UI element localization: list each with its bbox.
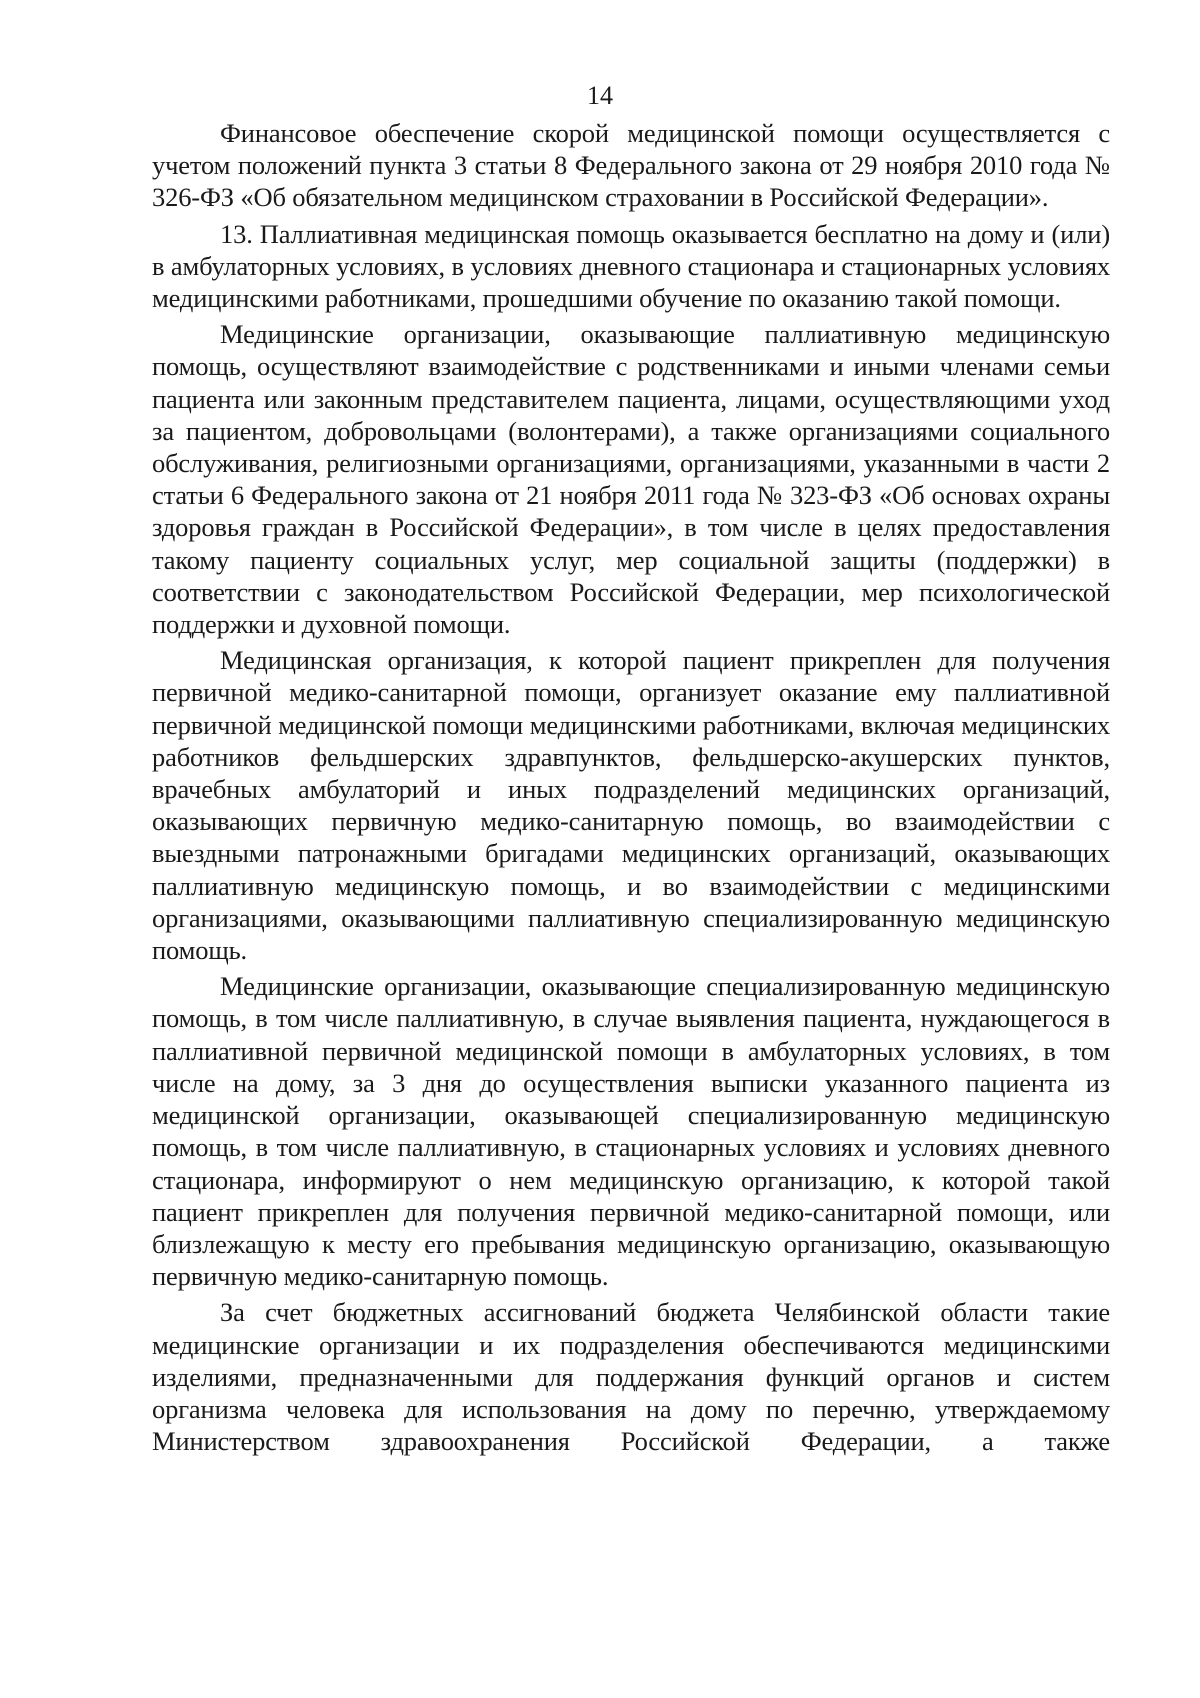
paragraph-specialized-care: Медицинские организации, оказывающие специализированную медицинскую помощь, в том числе паллиативную, в случае выявления пациента, нуждающегося в паллиативной первичной медицинской помощи в амбулаторных условиях, в том числе на дому, за 3 дня до осуществления выписки указанного пациента из медицинской организации, оказывающей специализированную медицинскую помощь, в том числе паллиативную, в стационарных условиях и условиях дневного стационара, информируют о нем медицинскую организацию, к которой такой пациент прикреплен для получения первичной медико-санитарной помощи, или близлежащую к месту его пребывания медицинскую организацию, оказывающую первичную медико-санитарную помощь.: [152, 971, 1110, 1292]
document-body: [152, 117, 1110, 1457]
paragraph-palliative-organizations: Медицинские организации, оказывающие паллиативную медицинскую помощь, осуществляют взаимодействие с родственниками и иными членами семьи пациента или законным представителем пациента, лицами, осуществляющими уход за пациентом, добровольцами (волонтерами), а также организациями социального обслуживания, религиозными организациями, организациями, указанными в части 2 статьи 6 Федерального закона от 21 ноября 2011 года № 323-ФЗ «Об основах охраны здоровья граждан в Российской Федерации», в том числе в целях предоставления такому пациенту социальных услуг, мер социальной защиты (поддержки) в соответствии с законодательством Российской Федерации, мер психологической поддержки и духовной помощи.: [152, 319, 1110, 640]
page-number: 14: [587, 81, 613, 110]
paragraph-primary-care-organization: Медицинская организация, к которой пациент прикреплен для получения первичной медико-санитарной помощи, организует оказание ему паллиативной первичной медицинской помощи медицинскими работниками, включая медицинских работников фельдшерских здравпунктов, фельдшерско-акушерских пунктов, врачебных амбулаторий и иных подразделений медицинских организаций, оказывающих первичную медико-санитарную помощь, во взаимодействии с выездными патронажными бригадами медицинских организаций, оказывающих паллиативную медицинскую помощь, и во взаимодействии с медицинскими организациями, оказывающими паллиативную специализированную медицинскую помощь.: [152, 645, 1110, 966]
paragraph-item-13: 13. Паллиативная медицинская помощь оказывается бесплатно на дому и (или) в амбулаторных условиях, в условиях дневного стационара и стационарных условиях медицинскими работниками, прошедшими обучение по оказанию такой помощи.: [152, 218, 1110, 314]
paragraph-budget-funding: За счет бюджетных ассигнований бюджета Челябинской области такие медицинские организации и их подразделения обеспечиваются медицинскими изделиями, предназначенными для поддержания функций органов и систем организма человека для использования на дому по перечню, утверждаемому Министерством здравоохранения Российской Федерации, а также: [152, 1297, 1110, 1457]
paragraph-financing: Финансовое обеспечение скорой медицинской помощи осуществляется с учетом положений пункта 3 статьи 8 Федерального закона от 29 ноября 2010 года № 326-ФЗ «Об обязательном медицинском страховании в Российской Федерации».: [152, 118, 1110, 213]
